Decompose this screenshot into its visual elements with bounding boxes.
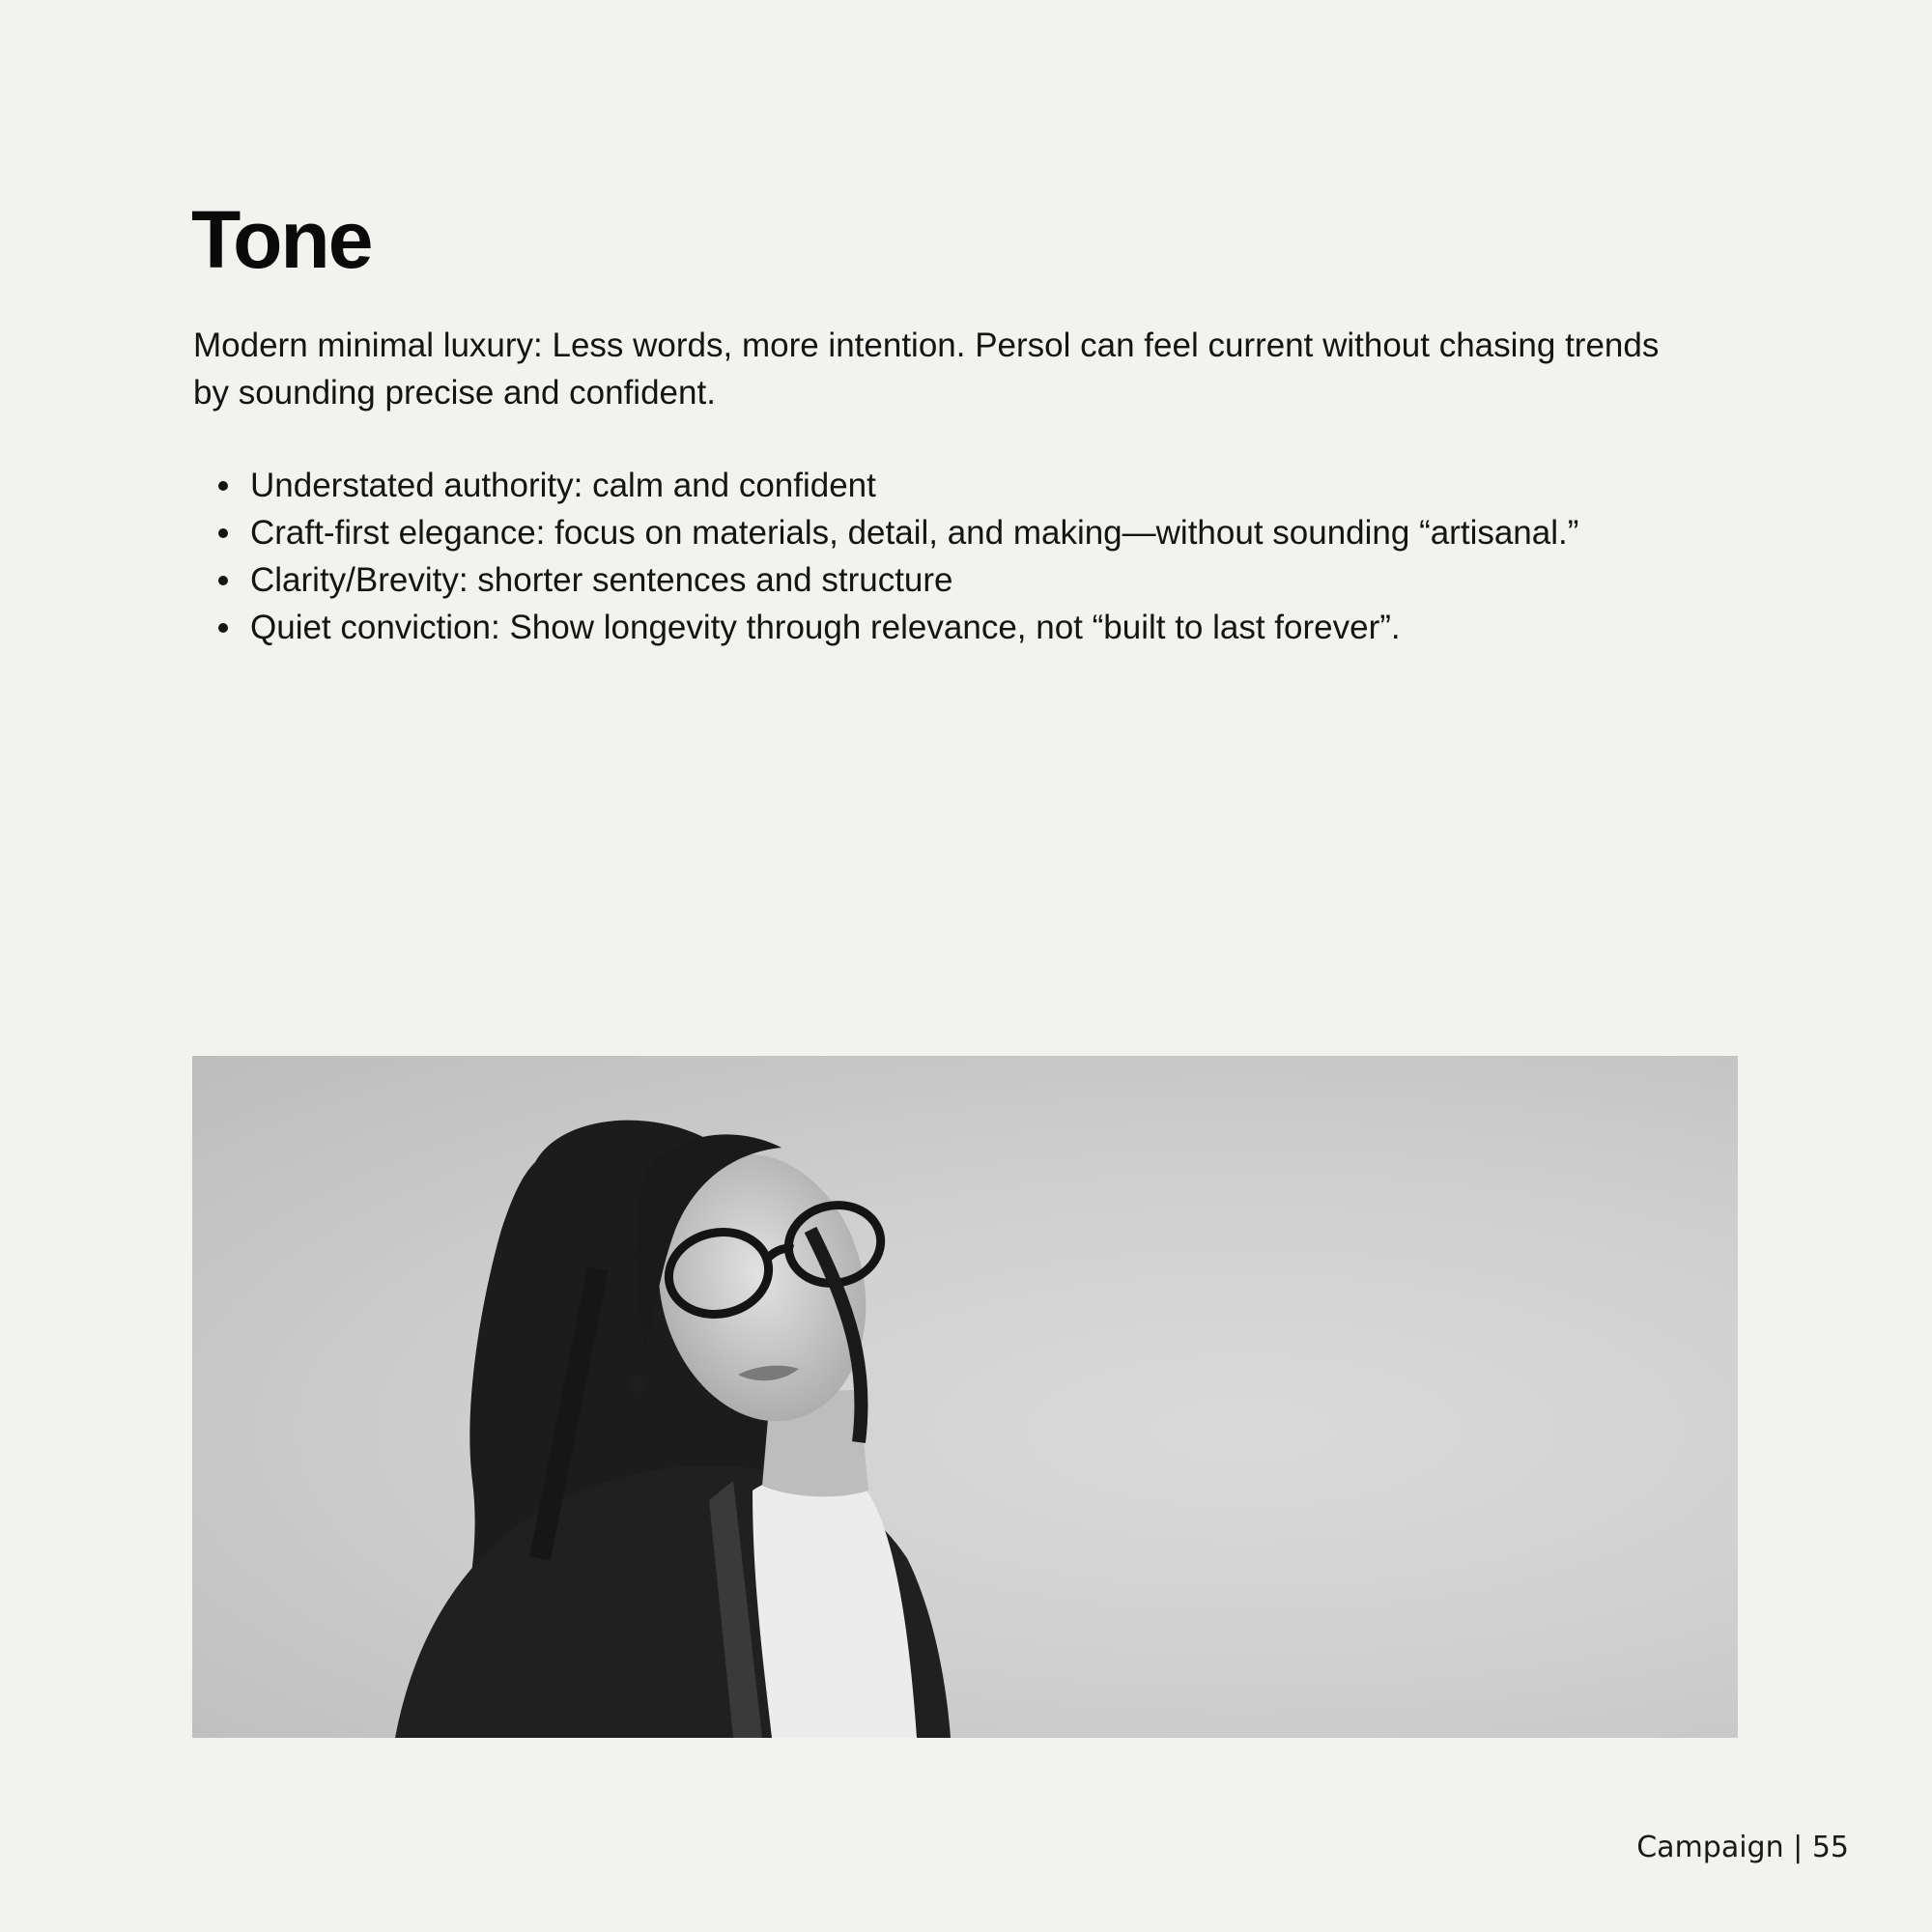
list-item [193, 509, 1700, 556]
portrait-photo-icon [192, 1056, 1738, 1738]
bullet-icon [218, 576, 228, 585]
page-footer [1636, 1829, 1849, 1867]
bullet-icon [218, 623, 228, 633]
list-item [193, 556, 1700, 604]
footer-separator: | [1793, 1831, 1804, 1864]
page-number: 55 [1811, 1831, 1849, 1864]
bullet-text: Understated authority: calm and confident [250, 467, 876, 504]
page-title: Tone [191, 194, 372, 285]
campaign-photo [192, 1056, 1738, 1738]
list-item [193, 604, 1700, 651]
bullet-icon [218, 481, 228, 491]
list-item [193, 462, 1700, 509]
tone-bullet-list [193, 462, 1700, 651]
footer-section-label: Campaign [1636, 1831, 1784, 1864]
bullet-text: Clarity/Brevity: shorter sentences and structure [250, 561, 953, 599]
bullet-text: Quiet conviction: Show longevity through relevance, not “built to last forever”. [250, 609, 1401, 646]
bullet-text: Craft-first elegance: focus on materials, detail, and making—without sounding “artisanal.” [250, 514, 1579, 552]
intro-paragraph: Modern minimal luxury: Less words, more intention. Persol can feel current without chasing trends by sounding precise and confident. [193, 327, 1660, 412]
bullet-icon [218, 528, 228, 538]
